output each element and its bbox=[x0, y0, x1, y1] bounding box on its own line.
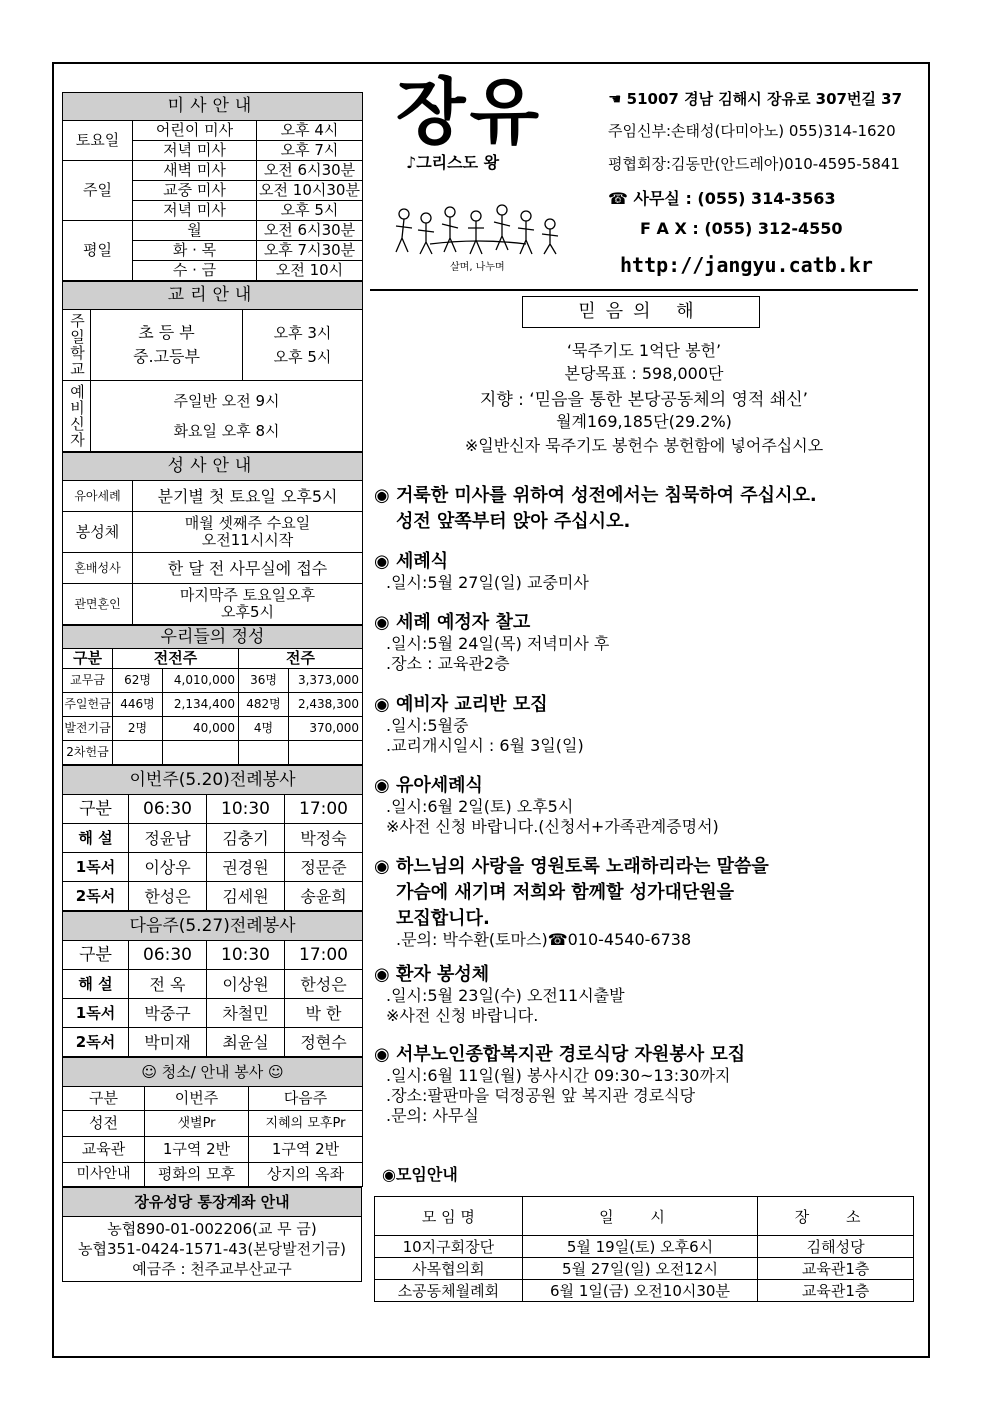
offering-cell: 36명 bbox=[239, 669, 289, 693]
cleaning-cell: 1구역 2반 bbox=[145, 1137, 249, 1163]
cleaning-cell: 1구역 2반 bbox=[249, 1137, 363, 1163]
sacrament-value: 매월 셋째주 수요일 bbox=[184, 514, 311, 532]
cleaning-cell: 상지의 옥좌 bbox=[249, 1163, 363, 1187]
mass-name: 어린이 미사 bbox=[133, 121, 257, 141]
service-person: 한성은 bbox=[129, 882, 207, 911]
meetings-table bbox=[374, 1196, 914, 1302]
meeting-cell: 5월 19일(토) 오후6시 bbox=[522, 1236, 758, 1258]
theme-title: 믿음의 해 bbox=[522, 296, 760, 328]
sacrament-label: 혼배성사 bbox=[63, 553, 133, 584]
mass-table bbox=[62, 92, 363, 281]
meetings-title: ◉모임안내 bbox=[382, 1165, 458, 1184]
theme-line: 지향 : ‘믿음을 통한 본당공동체의 영적 쇄신’ bbox=[479, 390, 809, 410]
mass-time: 오후 7시 bbox=[257, 141, 363, 161]
address-text: 51007 경남 김해시 장유로 307번길 37 bbox=[626, 90, 903, 108]
offering-header: 전주 bbox=[239, 649, 363, 669]
offering-cell: 4명 bbox=[239, 717, 289, 741]
service-header: 06:30 bbox=[129, 941, 207, 970]
doctrine-table bbox=[62, 281, 363, 452]
offering-cell bbox=[113, 741, 163, 765]
service-person: 박 한 bbox=[285, 999, 363, 1028]
meeting-cell: 교육관1층 bbox=[758, 1280, 914, 1302]
offering-cell: 교무금 bbox=[63, 669, 113, 693]
parish-logo: 장유 bbox=[396, 69, 544, 154]
announcement bbox=[374, 608, 609, 674]
service-role: 해 설 bbox=[63, 970, 129, 999]
service-person: 이상원 bbox=[207, 970, 285, 999]
theme-line: ※일반신자 묵주기도 봉헌수 봉헌함에 넣어주십시오 bbox=[464, 436, 824, 455]
meeting-cell: 사목협의회 bbox=[375, 1258, 523, 1280]
announcement-title: ◉ 세례 예정자 찰고 bbox=[374, 612, 531, 633]
meeting-cell: 소공동체월례회 bbox=[375, 1280, 523, 1302]
announcement-detail: ※사전 신청 바랍니다. bbox=[386, 1006, 539, 1025]
mass-time: 오후 5시 bbox=[257, 201, 363, 221]
announcement-title: ◉ 유아세례식 bbox=[374, 775, 483, 796]
service-person: 차철민 bbox=[207, 999, 285, 1028]
sacrament-value: 마지막주 토요일오후 bbox=[179, 586, 316, 604]
announcement-detail: ※사전 신청 바랍니다.(신청서+가족관계증명서) bbox=[386, 817, 719, 836]
mass-name: 저녁 미사 bbox=[133, 201, 257, 221]
service-next-title: 다음주(5.27)전례봉사 bbox=[63, 912, 363, 941]
offering-cell: 482명 bbox=[239, 693, 289, 717]
announcement-title: ◉ 예비자 교리반 모집 bbox=[374, 694, 548, 715]
announcement-title: ◉ 하느님의 사랑을 영원토록 노래하리라는 말씀을 bbox=[374, 856, 769, 877]
meeting-cell: 6월 1일(금) 오전10시30분 bbox=[522, 1280, 758, 1302]
announcement-title: ◉ 환자 봉성체 bbox=[374, 964, 490, 985]
offering-header: 전전주 bbox=[113, 649, 239, 669]
offering-cell: 40,000 bbox=[163, 717, 239, 741]
school-name: 중.고등부 bbox=[133, 347, 200, 366]
announcement bbox=[374, 1040, 745, 1126]
announcement-title-cont: 모집합니다. bbox=[396, 908, 490, 929]
service-header: 10:30 bbox=[207, 795, 285, 824]
sacrament-title: 성사안내 bbox=[63, 453, 363, 481]
cleaning-cell: 미사안내 bbox=[63, 1163, 145, 1187]
announcement bbox=[374, 960, 625, 1026]
service-role: 2독서 bbox=[63, 1028, 129, 1057]
school-name: 초 등 부 bbox=[138, 323, 195, 342]
service-person: 김충기 bbox=[207, 824, 285, 853]
account-line: 예금주 : 천주교부산교구 bbox=[132, 1260, 292, 1278]
cleaning-header: 다음주 bbox=[249, 1087, 363, 1111]
announcement-detail: .일시:5월 24일(목) 저녁미사 후 bbox=[386, 634, 610, 653]
service-role: 1독서 bbox=[63, 999, 129, 1028]
offering-cell: 2,438,300 bbox=[289, 693, 363, 717]
sacrament-label: 유아세례 bbox=[63, 481, 133, 512]
announcement-detail: .일시:5월 23일(수) 오전11시출발 bbox=[386, 986, 625, 1005]
announcement-detail: .일시:5월중 bbox=[386, 716, 469, 735]
offering-cell: 446명 bbox=[113, 693, 163, 717]
sacrament-value: 오전11시시작 bbox=[201, 531, 294, 549]
people-illustration bbox=[390, 198, 566, 272]
offering-cell: 2차헌금 bbox=[63, 741, 113, 765]
mass-name: 교중 미사 bbox=[133, 181, 257, 201]
service-person: 박미재 bbox=[129, 1028, 207, 1057]
offering-cell: 4,010,000 bbox=[163, 669, 239, 693]
cleaning-header: 이번주 bbox=[145, 1087, 249, 1111]
illustration-caption: 살며, 나누며 bbox=[450, 262, 505, 272]
offering-title: 우리들의 정성 bbox=[63, 626, 363, 649]
website-link[interactable]: http://jangyu.catb.kr bbox=[620, 253, 873, 277]
offering-table bbox=[62, 625, 363, 765]
cleaning-cell: 지혜의 모후Pr bbox=[249, 1111, 363, 1137]
offering-cell: 2,134,400 bbox=[163, 693, 239, 717]
announcement-title-cont: 가슴에 새기며 저희와 함께할 성가대단원을 bbox=[396, 882, 735, 903]
mass-day: 평일 bbox=[63, 221, 133, 281]
theme-line: ‘묵주기도 1억단 봉헌’ bbox=[566, 341, 722, 360]
announcement bbox=[374, 547, 589, 593]
pastor-line: 주임신부:손태성(다미아노) 055)314-1620 bbox=[608, 122, 896, 140]
service-role: 해 설 bbox=[63, 824, 129, 853]
sunday-school-label: 주일학교 bbox=[63, 310, 91, 381]
left-column bbox=[62, 92, 362, 1282]
service-person: 전 옥 bbox=[129, 970, 207, 999]
service-role: 1독서 bbox=[63, 853, 129, 882]
service-person: 송윤희 bbox=[285, 882, 363, 911]
service-header: 17:00 bbox=[285, 941, 363, 970]
announcement-detail: .일시:5월 27일(일) 교중미사 bbox=[386, 573, 589, 592]
service-person: 정윤남 bbox=[129, 824, 207, 853]
offering-cell: 발전기금 bbox=[63, 717, 113, 741]
service-header: 17:00 bbox=[285, 795, 363, 824]
sacrament-label: 봉성체 bbox=[63, 512, 133, 553]
account-line: 농협351-0424-1571-43(본당발전기금) bbox=[78, 1240, 346, 1258]
account-table bbox=[62, 1187, 362, 1282]
offering-cell bbox=[289, 741, 363, 765]
meeting-cell: 10지구회장단 bbox=[375, 1236, 523, 1258]
service-person: 권경원 bbox=[207, 853, 285, 882]
mass-name: 화 · 목 bbox=[133, 241, 257, 261]
fax-number: F A X : (055) 312-4550 bbox=[640, 219, 843, 238]
announcement-detail: .문의: 박수환(토마스)☎010-4540-6738 bbox=[396, 930, 692, 949]
offering-cell: 62명 bbox=[113, 669, 163, 693]
announcement bbox=[374, 481, 817, 533]
mass-time: 오전 6시30분 bbox=[257, 161, 363, 181]
service-person: 박중구 bbox=[129, 999, 207, 1028]
president-line: 평협회장:김동만(안드레아)010-4595-5841 bbox=[608, 155, 900, 173]
service-header: 구분 bbox=[63, 941, 129, 970]
mass-name: 수 · 금 bbox=[133, 261, 257, 281]
mass-name: 월 bbox=[133, 221, 257, 241]
cleaning-cell: 샛별Pr bbox=[145, 1111, 249, 1137]
account-title: 장유성당 통장계좌 안내 bbox=[63, 1188, 362, 1217]
announcement-detail: .일시:6월 11일(월) 봉사시간 09:30~13:30까지 bbox=[386, 1066, 731, 1085]
announcement-detail: .장소 : 교육관2층 bbox=[386, 654, 510, 673]
service-this-title: 이번주(5.20)전례봉사 bbox=[63, 766, 363, 795]
service-header: 10:30 bbox=[207, 941, 285, 970]
mass-time: 오전 10시30분 bbox=[257, 181, 363, 201]
cleaning-table bbox=[62, 1057, 363, 1187]
address-line bbox=[608, 88, 902, 109]
cleaning-header: 구분 bbox=[63, 1087, 145, 1111]
meeting-cell: 김해성당 bbox=[758, 1236, 914, 1258]
announcement-detail: 성전 앞쪽부터 앉아 주십시오. bbox=[396, 511, 631, 532]
school-time: 오후 3시 bbox=[273, 324, 332, 342]
sacrament-table bbox=[62, 452, 363, 625]
announcement-title: ◉ 서부노인종합복지관 경로식당 자원봉사 모집 bbox=[374, 1044, 746, 1065]
doctrine-title: 교리안내 bbox=[63, 282, 363, 310]
meeting-header: 일 시 bbox=[522, 1197, 758, 1236]
announcement bbox=[374, 771, 719, 837]
service-person: 박정숙 bbox=[285, 824, 363, 853]
service-person: 정현수 bbox=[285, 1028, 363, 1057]
offering-cell bbox=[163, 741, 239, 765]
theme-line: 월계169,185단(29.2%) bbox=[556, 412, 732, 431]
service-next-table bbox=[62, 911, 363, 1057]
service-header: 구분 bbox=[63, 795, 129, 824]
service-person: 이상우 bbox=[129, 853, 207, 882]
announcement-detail: .문의: 사무실 bbox=[386, 1106, 479, 1125]
cleaning-cell: 성전 bbox=[63, 1111, 145, 1137]
offering-cell: 370,000 bbox=[289, 717, 363, 741]
theme-line: 본당목표 : 598,000단 bbox=[564, 364, 724, 383]
announcement bbox=[374, 852, 769, 950]
mass-time: 오후 7시30분 bbox=[257, 241, 363, 261]
mass-day: 주일 bbox=[63, 161, 133, 221]
offering-header: 구분 bbox=[63, 649, 113, 669]
service-role: 2독서 bbox=[63, 882, 129, 911]
cleaning-title: ☺ 청소/ 안내 봉사 ☺ bbox=[63, 1058, 363, 1087]
school-time: 오후 5시 bbox=[273, 348, 332, 366]
catechumen-label: 예비신자 bbox=[63, 381, 91, 452]
account-line: 농협890-01-002206(교 무 금) bbox=[107, 1220, 317, 1238]
announcement-detail: .일시:6월 2일(토) 오후5시 bbox=[386, 797, 574, 816]
meeting-header: 장 소 bbox=[758, 1197, 914, 1236]
meeting-cell: 교육관1층 bbox=[758, 1258, 914, 1280]
catechumen-class: 주일반 오전 9시 bbox=[173, 392, 280, 410]
announcement bbox=[374, 690, 584, 756]
service-this-table bbox=[62, 765, 363, 911]
announcement-detail: .장소:팔판마을 덕정공원 앞 복지관 경로식당 bbox=[386, 1086, 696, 1105]
mass-title: 미사안내 bbox=[63, 93, 363, 121]
mass-time: 오후 4시 bbox=[257, 121, 363, 141]
service-person: 김세원 bbox=[207, 882, 285, 911]
mass-time: 오전 10시 bbox=[257, 261, 363, 281]
header-divider bbox=[370, 289, 918, 291]
hand-icon: ☚ bbox=[608, 90, 627, 108]
service-person: 정문준 bbox=[285, 853, 363, 882]
announcement-detail: .교리개시일시 : 6월 3일(일) bbox=[386, 736, 584, 755]
catechumen-class: 화요일 오후 8시 bbox=[173, 422, 280, 440]
offering-cell: 2명 bbox=[113, 717, 163, 741]
parish-subtitle: ♪그리스도 왕 bbox=[406, 153, 500, 172]
offering-cell bbox=[239, 741, 289, 765]
offering-cell: 주일헌금 bbox=[63, 693, 113, 717]
cleaning-cell: 평화의 모후 bbox=[145, 1163, 249, 1187]
service-person: 한성은 bbox=[285, 970, 363, 999]
meeting-cell: 5월 27일(일) 오전12시 bbox=[522, 1258, 758, 1280]
offering-cell: 3,373,000 bbox=[289, 669, 363, 693]
service-header: 06:30 bbox=[129, 795, 207, 824]
sacrament-value: 한 달 전 사무실에 접수 bbox=[133, 553, 363, 584]
service-person: 최윤실 bbox=[207, 1028, 285, 1057]
announcement-title: ◉ 세례식 bbox=[374, 551, 449, 572]
sacrament-value: 오후5시 bbox=[221, 603, 275, 621]
cleaning-cell: 교육관 bbox=[63, 1137, 145, 1163]
mass-name: 저녁 미사 bbox=[133, 141, 257, 161]
mass-day: 토요일 bbox=[63, 121, 133, 161]
sacrament-value: 분기별 첫 토요일 오후5시 bbox=[133, 481, 363, 512]
meeting-header: 모 임 명 bbox=[375, 1197, 523, 1236]
sacrament-label: 관면혼인 bbox=[63, 584, 133, 625]
mass-name: 새벽 미사 bbox=[133, 161, 257, 181]
announcement-title: ◉ 거룩한 미사를 위하여 성전에서는 침묵하여 주십시오. bbox=[374, 485, 817, 506]
mass-time: 오전 6시30분 bbox=[257, 221, 363, 241]
office-phone: ☎ 사무실 : (055) 314-3563 bbox=[608, 189, 836, 208]
